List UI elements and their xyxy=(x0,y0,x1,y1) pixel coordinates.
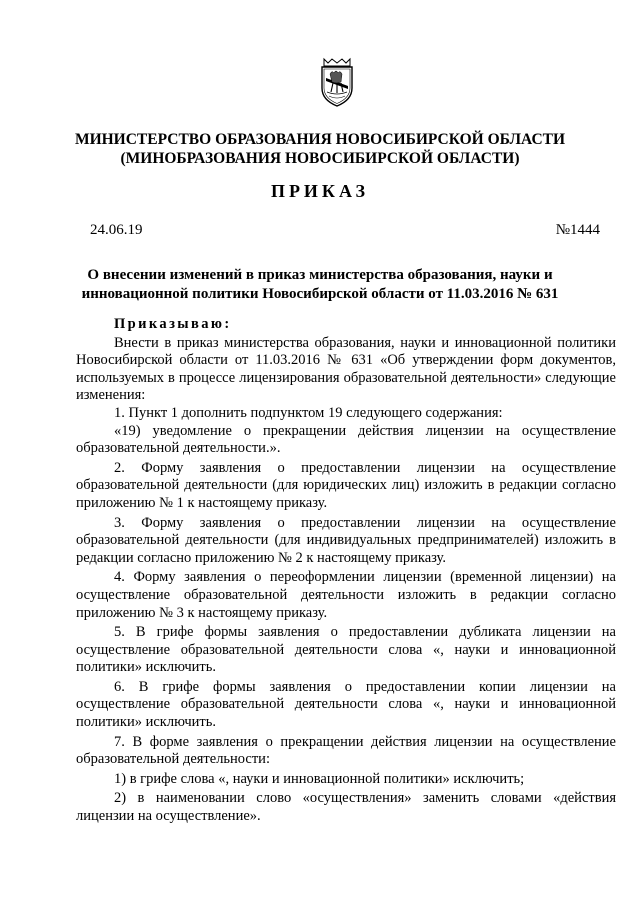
document-number: №1444 xyxy=(555,222,600,238)
body-item-3: 3. Форму заявления о предоставлении лицензии на осуществление образовательной деятельности (для индивидуальных предпринимателей) изложить в редакции согласно приложению № 2 к настоящему приказу. xyxy=(76,514,616,566)
order-word: Приказываю: xyxy=(114,316,232,332)
ministry-name xyxy=(0,130,640,168)
subject-line-1: О внесении изменений в приказ министерства образования, науки и xyxy=(87,267,553,283)
document-type-title: ПРИКАЗ xyxy=(270,181,370,201)
body-item-5: 5. В грифе формы заявления о предоставлении дубликата лицензии на осуществление образовательной деятельности слова «, науки и инновационной политики» исключить. xyxy=(76,624,616,676)
ministry-line-1: МИНИСТЕРСТВО ОБРАЗОВАНИЯ НОВОСИБИРСКОЙ ОБЛАСТИ xyxy=(74,131,566,148)
body-item-2: 2. Форму заявления о предоставлении лицензии на осуществление образовательной деятельности (для юридических лиц) изложить в редакции согласно приложению № 1 к настоящему приказу. xyxy=(76,459,616,511)
body-item-1: 1. Пункт 1 дополнить подпунктом 19 следующего содержания: xyxy=(114,404,503,421)
body-item-1-text: «19) уведомление о прекращении действия лицензии на осуществление образовательной деятельности.». xyxy=(76,422,616,457)
body-subitem-7-2: 2) в наименовании слово «осуществления» заменить словами «действия лицензии на осуществление». xyxy=(76,790,616,825)
document-body xyxy=(76,316,616,826)
body-item-4: 4. Форму заявления о переоформлении лицензии (временной лицензии) на осуществление образовательной деятельности изложить в редакции согласно приложению № 3 к настоящему приказу. xyxy=(76,569,616,621)
body-paragraph-intro: Внести в приказ министерства образования, науки и инновационной политики Новосибирской области от 11.03.2016 № 631 «Об утверждении форм документов, используемых в процессе лицензирования образовательной деятельности» следующие изменения: xyxy=(76,334,616,404)
body-subitem-7-1: 1) в грифе слова «, науки и инновационной политики» исключить; xyxy=(114,770,525,787)
ministry-line-2: (МИНОБРАЗОВАНИЯ НОВОСИБИРСКОЙ ОБЛАСТИ) xyxy=(120,150,520,167)
subject-line-2: инновационной политики Новосибирской области от 11.03.2016 № 631 xyxy=(81,286,559,302)
body-item-6: 6. В грифе формы заявления о предоставлении копии лицензии на осуществление образовательной деятельности слова «, науки и инновационной политики» исключить. xyxy=(76,678,616,731)
document-subject xyxy=(60,266,580,304)
document-date: 24.06.19 xyxy=(90,222,143,238)
body-item-7: 7. В форме заявления о прекращении действия лицензии на осуществление образовательной деятельности: xyxy=(76,733,616,768)
novosibirsk-coat-of-arms-icon xyxy=(318,56,356,108)
